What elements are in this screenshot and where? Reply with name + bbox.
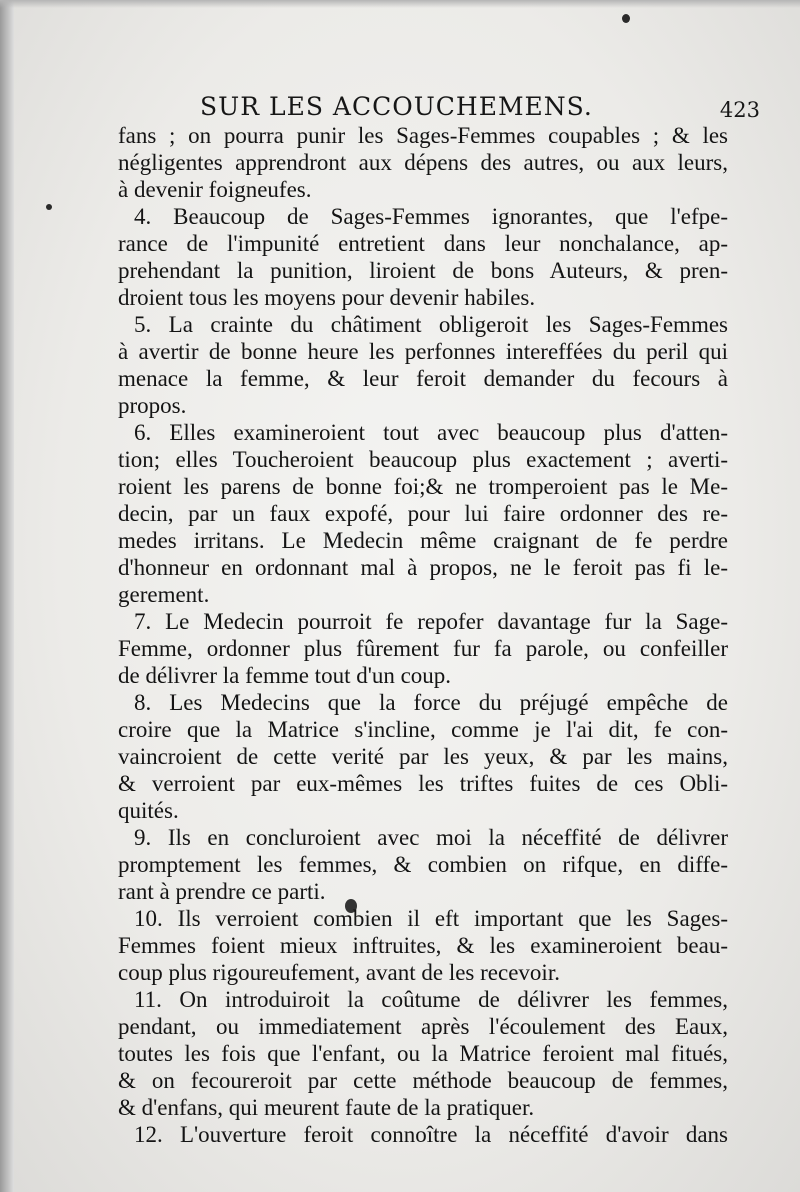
text-line: d'honneur en ordonnant mal à propos, ne le feroit pas fi le- [118, 555, 728, 580]
text-line: 4. Beaucoup de Sages-Femmes ignorantes, que l'efpe- [134, 204, 728, 229]
page-left-edge [0, 0, 14, 1192]
text-line: rant à prendre ce parti. [118, 879, 326, 904]
text-line: de délivrer la femme tout d'un coup. [118, 663, 452, 688]
text-line: croire que la Matrice s'incline, comme je l'ai dit, fe con- [118, 717, 728, 742]
text-line: 11. On introduiroit la coûtume de délivrer les femmes, [134, 987, 728, 1012]
text-line: promptement les femmes, & combien on rifque, en diffe- [118, 852, 728, 877]
text-line: toutes les fois que l'enfant, ou la Matrice feroient mal fitués, [118, 1041, 728, 1066]
text-line: 7. Le Medecin pourroit fe repofer davantage fur la Sage- [134, 609, 728, 634]
body-text [118, 122, 728, 1148]
running-title: SUR LES ACCOUCHEMENS. [200, 92, 593, 121]
text-line: quités. [118, 798, 179, 823]
text-line: rance de l'impunité entretient dans leur nonchalance, ap- [118, 231, 728, 256]
text-line: 9. Ils en concluroient avec moi la néceffité de délivrer [134, 825, 728, 850]
running-header [200, 92, 760, 126]
text-line: 12. L'ouverture feroit connoître la néceffité d'avoir dans [134, 1122, 728, 1147]
page-number: 423 [719, 98, 760, 122]
text-line: droient tous les moyens pour devenir habiles. [118, 285, 536, 310]
ink-speck [46, 204, 52, 210]
text-line: gerement. [118, 582, 210, 607]
text-line: vaincroient de cette verité par les yeux, & par les mains, [118, 744, 728, 769]
text-line: négligentes apprendront aux dépens des autres, ou aux leurs, [118, 150, 728, 175]
ink-speck [622, 14, 630, 23]
text-line: 6. Elles examineroient tout avec beaucoup plus d'atten- [134, 420, 728, 445]
text-line: medes irritans. Le Medecin même craignant de fe perdre [118, 528, 728, 553]
text-line: 8. Les Medecins que la force du préjugé empêche de [134, 690, 728, 715]
page-top-edge [0, 0, 800, 8]
text-line: fans ; on pourra punir les Sages-Femmes coupables ; & les [118, 123, 728, 148]
text-line: tion; elles Toucheroient beaucoup plus exactement ; averti- [118, 447, 728, 472]
text-line: 10. Ils verroient combien il eft important que les Sages- [134, 906, 728, 931]
text-line: & on fecoureroit par cette méthode beaucoup de femmes, [118, 1068, 728, 1093]
text-line: coup plus rigoureufement, avant de les recevoir. [118, 960, 560, 985]
text-line: & verroient par eux-mêmes les triftes fuites de ces Obli- [118, 771, 728, 796]
text-line: à avertir de bonne heure les perfonnes intereffées du peril qui [118, 339, 728, 364]
text-line: pendant, ou immediatement après l'écoulement des Eaux, [118, 1014, 728, 1039]
text-line: 5. La crainte du châtiment obligeroit les Sages-Femmes [134, 312, 728, 337]
text-line: Femmes foient mieux inftruites, & les examineroient beau- [118, 933, 728, 958]
text-line: propos. [118, 393, 187, 418]
text-line: decin, par un faux expofé, pour lui faire ordonner des re- [118, 501, 728, 526]
text-line: Femme, ordonner plus fûrement fur fa parole, ou confeiller [118, 636, 728, 661]
text-line: menace la femme, & leur feroit demander du fecours à [118, 366, 728, 391]
text-line: & d'enfans, qui meurent faute de la pratiquer. [118, 1095, 535, 1120]
text-line: à devenir foigneufes. [118, 177, 312, 202]
text-line: prehendant la punition, liroient de bons Auteurs, & pren- [118, 258, 728, 283]
text-line: roient les parens de bonne foi;& ne tromperoient pas le Me- [118, 474, 728, 499]
